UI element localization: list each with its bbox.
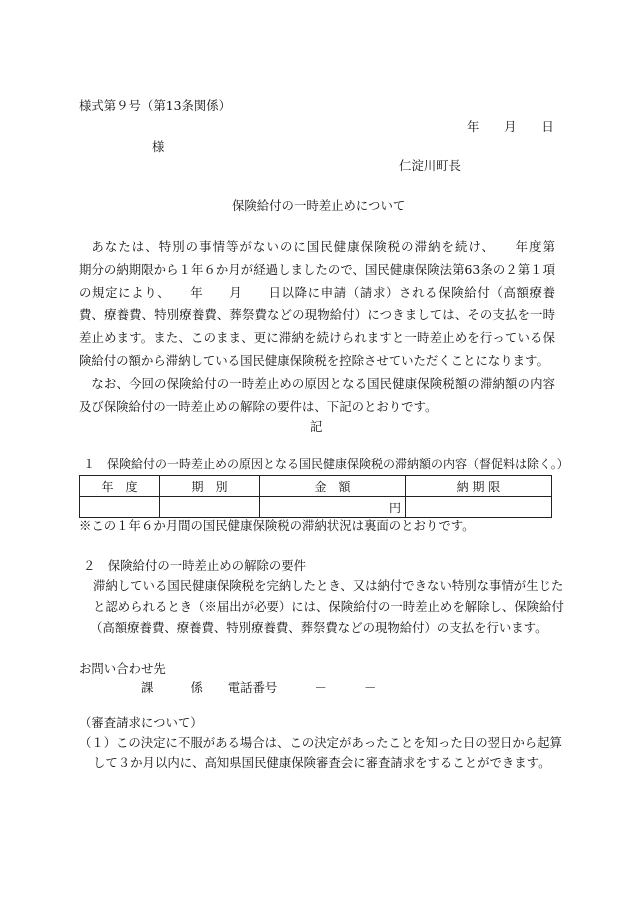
col-header-due-date: 納 期 限 — [406, 476, 552, 497]
date-line: 年 月 日 — [467, 119, 554, 134]
document-title: 保険給付の一時差止めについて — [232, 198, 406, 213]
col-header-period: 期 別 — [160, 476, 260, 497]
table-row — [80, 497, 552, 518]
section2-line-2: と認められるとき（※届出が必要）には、保険給付の一時差止めを解除し、保険給付 — [93, 599, 564, 614]
section2-line-3: （高額療養費、療養費、特別療養費、葬祭費などの現物給付）の支払を行います。 — [90, 620, 548, 635]
contact-label: お問い合わせ先 — [79, 661, 166, 676]
review-line-2: して３か月以内に、高知県国民健康保険審査会に審査請求をすることができます。 — [93, 755, 551, 770]
cell-year — [80, 497, 160, 518]
section2-line-1: 滞納している国民健康保険税を完納したとき、又は納付できない特別な事情が生じた — [93, 578, 564, 593]
review-item-number: （１） — [79, 735, 117, 750]
body-paragraph-1: あなたは、特別の事情等がないのに国民健康保険税の滞納を続け、 年度第 期分の納期限から１年６か月が経過しましたので、国民健康保険法第63条の２第１項の規定により、 年 月 日以降に申請（請求）される保険給付（高額療養費、療養費、特別療養費、葬祭費などの現物給付）につきましては、その支払を一時差止めます。また、このまま、更に滞納を続けられますと一時差止めを行っている保険給付の額から滞納している国民健康保険税を控除させていただくことになります。 — [79, 239, 580, 368]
form-number: 様式第９号（第13条関係） — [79, 98, 232, 113]
cell-period — [160, 497, 260, 518]
contact-line: 課 係 電話番号 － － — [141, 680, 377, 695]
body-paragraph-2: なお、今回の保険給付の一時差止めの原因となる国民健康保険税額の滞納額の内容及び保険給付の一時差止めの解除の要件は、下記のとおりです。 — [79, 375, 555, 414]
cell-due-date — [406, 497, 552, 518]
section1-note: ※この１年６か月間の国民健康保険税の滞納状況は裏面のとおりです。 — [79, 518, 475, 533]
section2-heading: ２ 保険給付の一時差止めの解除の要件 — [83, 558, 307, 573]
review-heading: （審査請求について） — [79, 715, 203, 730]
cell-amount: 円 — [260, 497, 406, 518]
addressee-suffix: 様 — [152, 139, 165, 154]
col-header-amount: 金 額 — [260, 476, 406, 497]
section1-heading: １ 保険給付の一時差止めの原因となる国民健康保険税の滞納額の内容（督促料は除く。） — [83, 457, 569, 471]
ki-heading: 記 — [310, 419, 323, 434]
delinquency-table — [79, 475, 552, 518]
issuer-name: 仁淀川町長 — [399, 158, 461, 173]
col-header-year: 年 度 — [80, 476, 160, 497]
table-header-row — [80, 476, 552, 497]
body-text — [79, 236, 580, 418]
review-line-1: この決定に不服がある場合は、この決定があったことを知った日の翌日から起算 — [116, 735, 562, 750]
